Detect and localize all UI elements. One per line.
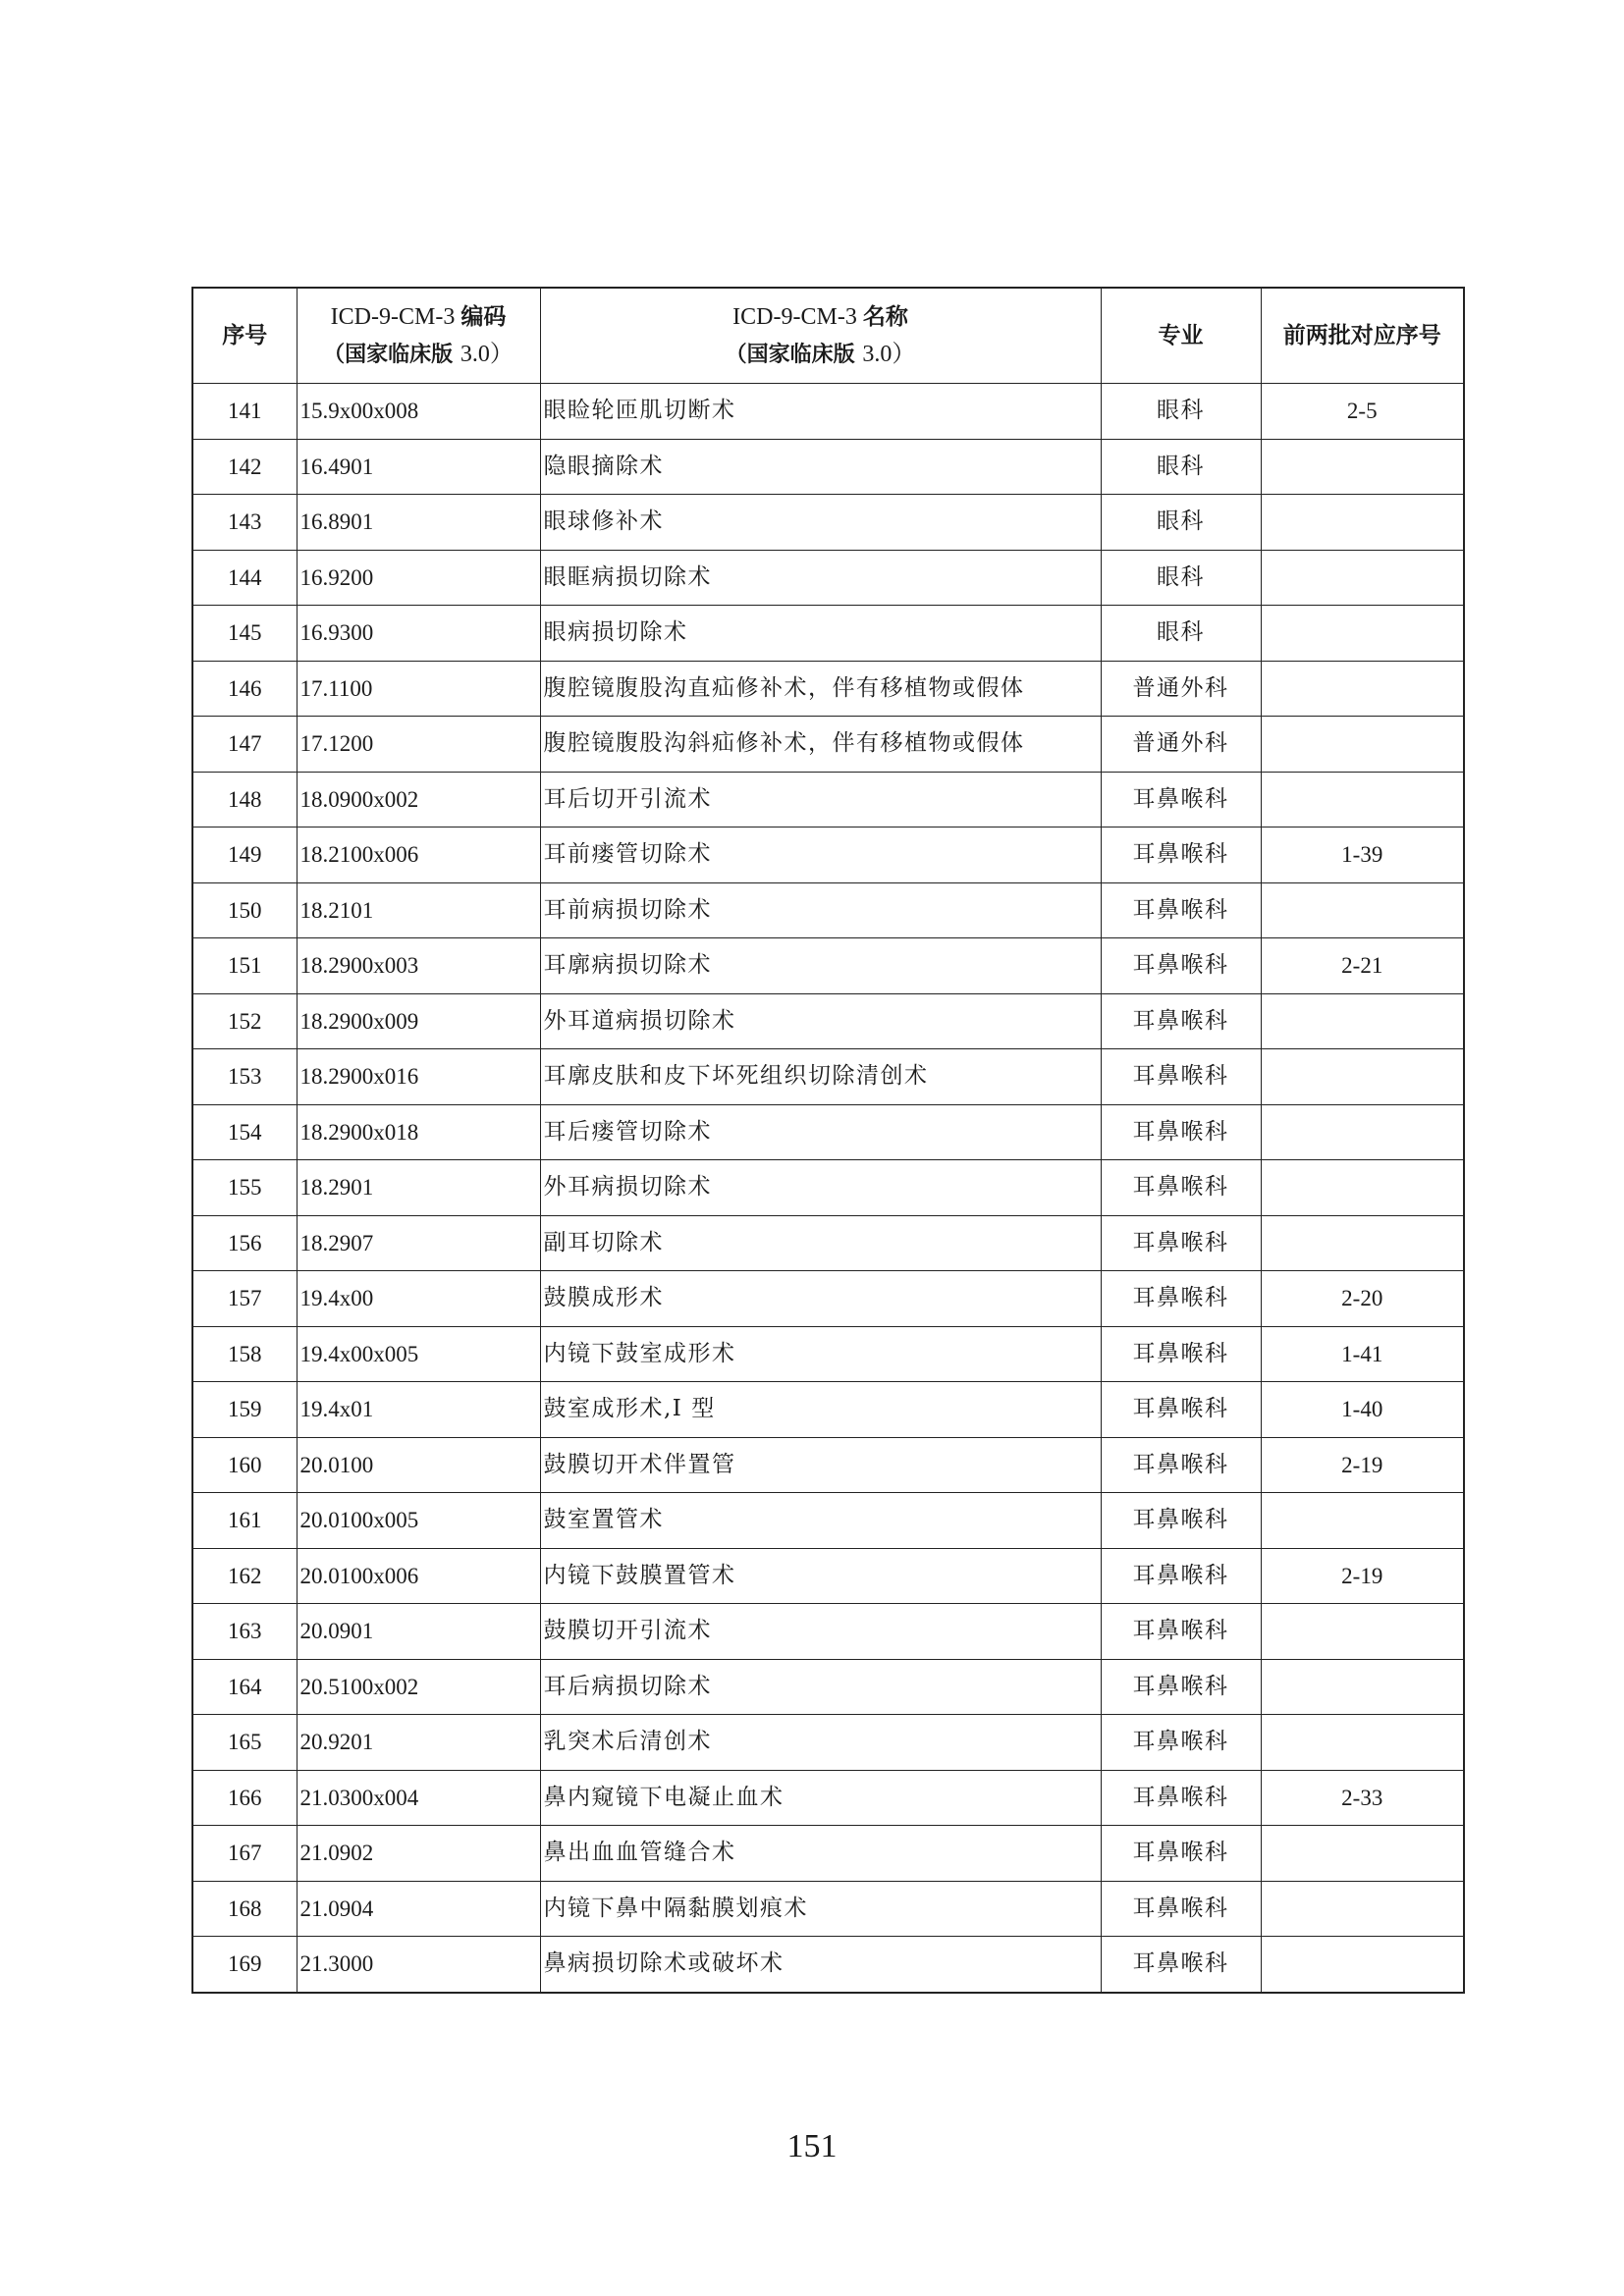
- cell-serial-no: 157: [192, 1271, 297, 1327]
- cell-procedure-name: 内镜下鼓膜置管术: [540, 1548, 1101, 1604]
- cell-icd-code: 21.0902: [297, 1826, 540, 1882]
- cell-previous-batch-no: [1261, 1493, 1464, 1549]
- cell-previous-batch-no: [1261, 882, 1464, 938]
- table-row: [192, 1548, 1464, 1604]
- cell-icd-code: 21.0300x004: [297, 1770, 540, 1826]
- procedure-table: [191, 287, 1465, 1994]
- header-name-cn: 名称: [862, 304, 908, 330]
- table-row: [192, 384, 1464, 440]
- cell-specialty: 耳鼻喉科: [1101, 1770, 1261, 1826]
- table-header-row: [192, 288, 1464, 384]
- cell-procedure-name: 外耳病损切除术: [540, 1160, 1101, 1216]
- cell-icd-code: 16.4901: [297, 439, 540, 495]
- cell-previous-batch-no: 2-5: [1261, 384, 1464, 440]
- cell-procedure-name: 鼻病损切除术或破坏术: [540, 1937, 1101, 1993]
- cell-icd-code: 18.2900x018: [297, 1104, 540, 1160]
- cell-serial-no: 161: [192, 1493, 297, 1549]
- cell-procedure-name: 耳廓皮肤和皮下坏死组织切除清创术: [540, 1049, 1101, 1105]
- header-previous-batch-no: 前两批对应序号: [1261, 288, 1464, 384]
- cell-previous-batch-no: 2-19: [1261, 1548, 1464, 1604]
- cell-icd-code: 20.9201: [297, 1715, 540, 1771]
- table-row: [192, 717, 1464, 773]
- cell-procedure-name: 乳突术后清创术: [540, 1715, 1101, 1771]
- cell-previous-batch-no: [1261, 1826, 1464, 1882]
- header-code-latin: ICD-9-CM-3: [330, 304, 456, 330]
- cell-specialty: 耳鼻喉科: [1101, 1715, 1261, 1771]
- cell-icd-code: 21.0904: [297, 1881, 540, 1937]
- table-row: [192, 1271, 1464, 1327]
- cell-specialty: 耳鼻喉科: [1101, 882, 1261, 938]
- cell-previous-batch-no: [1261, 661, 1464, 717]
- cell-serial-no: 146: [192, 661, 297, 717]
- cell-serial-no: 147: [192, 717, 297, 773]
- table-row: [192, 1826, 1464, 1882]
- cell-previous-batch-no: 2-33: [1261, 1770, 1464, 1826]
- cell-icd-code: 17.1200: [297, 717, 540, 773]
- cell-procedure-name: 内镜下鼻中隔黏膜划痕术: [540, 1881, 1101, 1937]
- cell-specialty: 耳鼻喉科: [1101, 1326, 1261, 1382]
- cell-serial-no: 150: [192, 882, 297, 938]
- cell-serial-no: 151: [192, 938, 297, 994]
- cell-icd-code: 20.0100: [297, 1437, 540, 1493]
- cell-icd-code: 21.3000: [297, 1937, 540, 1993]
- cell-previous-batch-no: 2-19: [1261, 1437, 1464, 1493]
- cell-specialty: 耳鼻喉科: [1101, 1604, 1261, 1660]
- cell-procedure-name: 腹腔镜腹股沟斜疝修补术，伴有移植物或假体: [540, 717, 1101, 773]
- cell-procedure-name: 鼻内窥镜下电凝止血术: [540, 1770, 1101, 1826]
- cell-serial-no: 152: [192, 993, 297, 1049]
- cell-specialty: 眼科: [1101, 384, 1261, 440]
- table-row: [192, 1493, 1464, 1549]
- cell-specialty: 耳鼻喉科: [1101, 1049, 1261, 1105]
- cell-serial-no: 153: [192, 1049, 297, 1105]
- table-row: [192, 1382, 1464, 1438]
- table-row: [192, 1937, 1464, 1993]
- cell-procedure-name: 隐眼摘除术: [540, 439, 1101, 495]
- cell-icd-code: 15.9x00x008: [297, 384, 540, 440]
- cell-serial-no: 148: [192, 772, 297, 828]
- cell-procedure-name: 眼眶病损切除术: [540, 550, 1101, 606]
- cell-specialty: 眼科: [1101, 495, 1261, 551]
- cell-specialty: 耳鼻喉科: [1101, 1382, 1261, 1438]
- cell-previous-batch-no: [1261, 717, 1464, 773]
- cell-serial-no: 166: [192, 1770, 297, 1826]
- header-icd-code: [297, 288, 540, 384]
- table-row: [192, 1881, 1464, 1937]
- cell-specialty: 眼科: [1101, 439, 1261, 495]
- cell-previous-batch-no: [1261, 1215, 1464, 1271]
- cell-serial-no: 159: [192, 1382, 297, 1438]
- cell-serial-no: 160: [192, 1437, 297, 1493]
- cell-previous-batch-no: [1261, 1104, 1464, 1160]
- cell-procedure-name: 眼睑轮匝肌切断术: [540, 384, 1101, 440]
- table-row: [192, 661, 1464, 717]
- cell-icd-code: 17.1100: [297, 661, 540, 717]
- cell-icd-code: 18.2901: [297, 1160, 540, 1216]
- header-specialty: 专业: [1101, 288, 1261, 384]
- table-row: [192, 606, 1464, 662]
- cell-procedure-name: 耳后病损切除术: [540, 1659, 1101, 1715]
- cell-procedure-name: 耳前病损切除术: [540, 882, 1101, 938]
- cell-icd-code: 20.0901: [297, 1604, 540, 1660]
- cell-serial-no: 167: [192, 1826, 297, 1882]
- header-code-cn: 编码: [460, 304, 507, 330]
- cell-icd-code: 18.2900x003: [297, 938, 540, 994]
- cell-specialty: 眼科: [1101, 550, 1261, 606]
- cell-icd-code: 19.4x00: [297, 1271, 540, 1327]
- cell-previous-batch-no: [1261, 1937, 1464, 1993]
- cell-icd-code: 16.9200: [297, 550, 540, 606]
- cell-serial-no: 168: [192, 1881, 297, 1937]
- page-number: 151: [786, 2128, 838, 2164]
- cell-serial-no: 158: [192, 1326, 297, 1382]
- cell-specialty: 耳鼻喉科: [1101, 993, 1261, 1049]
- cell-icd-code: 16.9300: [297, 606, 540, 662]
- header-serial-no: 序号: [192, 288, 297, 384]
- cell-icd-code: 20.0100x006: [297, 1548, 540, 1604]
- cell-specialty: 耳鼻喉科: [1101, 828, 1261, 883]
- cell-specialty: 耳鼻喉科: [1101, 1937, 1261, 1993]
- cell-serial-no: 143: [192, 495, 297, 551]
- cell-previous-batch-no: [1261, 1715, 1464, 1771]
- header-name-latin: ICD-9-CM-3: [732, 304, 857, 330]
- cell-specialty: 耳鼻喉科: [1101, 1437, 1261, 1493]
- cell-serial-no: 154: [192, 1104, 297, 1160]
- cell-previous-batch-no: [1261, 993, 1464, 1049]
- cell-serial-no: 155: [192, 1160, 297, 1216]
- table-row: [192, 1715, 1464, 1771]
- cell-previous-batch-no: 1-40: [1261, 1382, 1464, 1438]
- cell-serial-no: 163: [192, 1604, 297, 1660]
- cell-specialty: 眼科: [1101, 606, 1261, 662]
- table-row: [192, 1659, 1464, 1715]
- table-row: [192, 1049, 1464, 1105]
- cell-previous-batch-no: [1261, 1881, 1464, 1937]
- cell-previous-batch-no: [1261, 772, 1464, 828]
- cell-procedure-name: 鼓膜切开引流术: [540, 1604, 1101, 1660]
- header-code-edition: （国家临床版: [323, 343, 454, 367]
- table-row: [192, 828, 1464, 883]
- cell-previous-batch-no: 1-39: [1261, 828, 1464, 883]
- table-row: [192, 1104, 1464, 1160]
- cell-icd-code: 16.8901: [297, 495, 540, 551]
- cell-specialty: 耳鼻喉科: [1101, 1881, 1261, 1937]
- cell-serial-no: 156: [192, 1215, 297, 1271]
- table-row: [192, 993, 1464, 1049]
- cell-serial-no: 145: [192, 606, 297, 662]
- cell-procedure-name: 鼓室成形术,I 型: [540, 1382, 1101, 1438]
- cell-serial-no: 144: [192, 550, 297, 606]
- cell-procedure-name: 眼病损切除术: [540, 606, 1101, 662]
- cell-procedure-name: 耳后瘘管切除术: [540, 1104, 1101, 1160]
- table-row: [192, 882, 1464, 938]
- cell-specialty: 耳鼻喉科: [1101, 772, 1261, 828]
- cell-procedure-name: 鼓室置管术: [540, 1493, 1101, 1549]
- cell-previous-batch-no: [1261, 1049, 1464, 1105]
- cell-procedure-name: 腹腔镜腹股沟直疝修补术，伴有移植物或假体: [540, 661, 1101, 717]
- cell-procedure-name: 副耳切除术: [540, 1215, 1101, 1271]
- cell-icd-code: 18.2100x006: [297, 828, 540, 883]
- table-row: [192, 1770, 1464, 1826]
- table-row: [192, 1215, 1464, 1271]
- cell-procedure-name: 鼻出血血管缝合术: [540, 1826, 1101, 1882]
- cell-procedure-name: 内镜下鼓室成形术: [540, 1326, 1101, 1382]
- cell-serial-no: 169: [192, 1937, 297, 1993]
- cell-icd-code: 19.4x00x005: [297, 1326, 540, 1382]
- cell-specialty: 耳鼻喉科: [1101, 1104, 1261, 1160]
- table-row: [192, 550, 1464, 606]
- cell-previous-batch-no: [1261, 606, 1464, 662]
- header-icd-name: [540, 288, 1101, 384]
- table-body: [192, 384, 1464, 1993]
- cell-specialty: 耳鼻喉科: [1101, 1271, 1261, 1327]
- cell-icd-code: 18.2900x009: [297, 993, 540, 1049]
- header-name-edition: （国家临床版: [725, 343, 855, 367]
- cell-previous-batch-no: [1261, 1604, 1464, 1660]
- table-row: [192, 938, 1464, 994]
- cell-procedure-name: 耳廓病损切除术: [540, 938, 1101, 994]
- table-row: [192, 1437, 1464, 1493]
- cell-specialty: 耳鼻喉科: [1101, 938, 1261, 994]
- cell-serial-no: 162: [192, 1548, 297, 1604]
- cell-previous-batch-no: 1-41: [1261, 1326, 1464, 1382]
- cell-icd-code: 19.4x01: [297, 1382, 540, 1438]
- cell-specialty: 普通外科: [1101, 661, 1261, 717]
- cell-icd-code: 18.2907: [297, 1215, 540, 1271]
- cell-icd-code: 18.0900x002: [297, 772, 540, 828]
- cell-previous-batch-no: [1261, 550, 1464, 606]
- table-row: [192, 439, 1464, 495]
- header-code-version: 3.0）: [460, 342, 514, 367]
- cell-specialty: 耳鼻喉科: [1101, 1826, 1261, 1882]
- cell-specialty: 耳鼻喉科: [1101, 1659, 1261, 1715]
- cell-specialty: 耳鼻喉科: [1101, 1215, 1261, 1271]
- cell-icd-code: 18.2101: [297, 882, 540, 938]
- cell-serial-no: 141: [192, 384, 297, 440]
- cell-previous-batch-no: [1261, 439, 1464, 495]
- cell-previous-batch-no: 2-20: [1261, 1271, 1464, 1327]
- cell-procedure-name: 外耳道病损切除术: [540, 993, 1101, 1049]
- table-row: [192, 1326, 1464, 1382]
- cell-icd-code: 20.0100x005: [297, 1493, 540, 1549]
- cell-serial-no: 142: [192, 439, 297, 495]
- table-row: [192, 772, 1464, 828]
- cell-serial-no: 165: [192, 1715, 297, 1771]
- cell-procedure-name: 耳后切开引流术: [540, 772, 1101, 828]
- cell-specialty: 普通外科: [1101, 717, 1261, 773]
- cell-serial-no: 164: [192, 1659, 297, 1715]
- cell-previous-batch-no: [1261, 495, 1464, 551]
- cell-procedure-name: 鼓膜成形术: [540, 1271, 1101, 1327]
- cell-procedure-name: 眼球修补术: [540, 495, 1101, 551]
- cell-previous-batch-no: [1261, 1659, 1464, 1715]
- cell-icd-code: 20.5100x002: [297, 1659, 540, 1715]
- table-row: [192, 495, 1464, 551]
- cell-previous-batch-no: [1261, 1160, 1464, 1216]
- cell-specialty: 耳鼻喉科: [1101, 1493, 1261, 1549]
- cell-specialty: 耳鼻喉科: [1101, 1160, 1261, 1216]
- cell-previous-batch-no: 2-21: [1261, 938, 1464, 994]
- table-row: [192, 1604, 1464, 1660]
- cell-procedure-name: 耳前瘘管切除术: [540, 828, 1101, 883]
- cell-serial-no: 149: [192, 828, 297, 883]
- table-row: [192, 1160, 1464, 1216]
- cell-procedure-name: 鼓膜切开术伴置管: [540, 1437, 1101, 1493]
- header-name-version: 3.0）: [862, 342, 916, 367]
- cell-specialty: 耳鼻喉科: [1101, 1548, 1261, 1604]
- cell-icd-code: 18.2900x016: [297, 1049, 540, 1105]
